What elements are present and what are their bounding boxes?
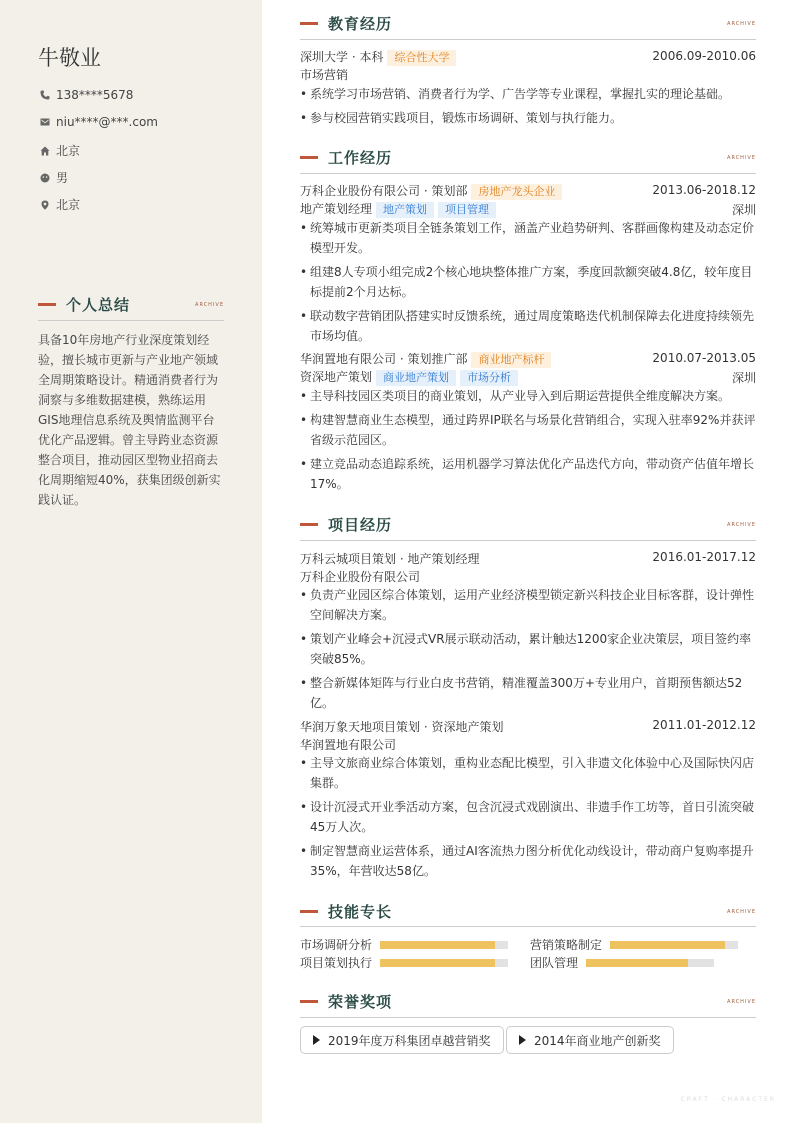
list-item: • 组建8人专项小组完成2个核心地块整体推广方案，季度回款额突破4.8亿，较年度目标提前2个月达标。 <box>300 262 756 302</box>
skill-item <box>530 936 738 953</box>
list-item: • 制定智慧商业运营体系，通过AI客流热力图分析优化动线设计，带动商户复购率提升35%，年营收达58亿。 <box>300 841 756 881</box>
contact-gender <box>38 169 68 186</box>
job-dates: 2013.06-2018.12 <box>652 183 756 197</box>
skill-item <box>300 936 508 953</box>
skill-tag: 市场分析 <box>460 370 518 386</box>
education-dates: 2006.09-2010.06 <box>652 49 756 63</box>
skill-bar <box>586 959 714 967</box>
email-icon <box>38 117 52 127</box>
skill-name: 市场调研分析 <box>300 938 373 952</box>
summary-tag: ARCHIVE <box>195 301 224 308</box>
skill-bar-fill <box>610 941 725 949</box>
summary-title: 个人总结 <box>66 296 131 314</box>
education-major: 市场营销 <box>300 68 349 82</box>
section-marker <box>300 1000 318 1003</box>
list-item: • 参与校园营销实践项目，锻炼市场调研、策划与执行能力。 <box>300 108 756 128</box>
divider <box>300 173 756 174</box>
list-item: • 策划产业峰会+沉浸式VR展示联动活动，累计触达1200家企业决策层，项目签约率突破85%。 <box>300 629 756 669</box>
project-org: 万科企业股份有限公司 <box>300 570 421 584</box>
skill-bar <box>610 941 738 949</box>
skill-item <box>530 954 714 971</box>
skills-title: 技能专长 <box>328 903 393 921</box>
list-item: • 主导文旅商业综合体策划，重构业态配比模型，引入非遗文化体验中心及国际快闪店集群。 <box>300 753 756 793</box>
play-icon <box>313 1035 320 1045</box>
job-company <box>300 182 562 200</box>
education-title: 教育经历 <box>328 15 393 33</box>
gender-text: 男 <box>56 171 69 185</box>
phone-icon <box>38 90 52 100</box>
skill-tag: 地产策划 <box>376 202 434 218</box>
section-marker <box>300 523 318 526</box>
phone-text: 138****5678 <box>56 88 134 102</box>
awards-tag: ARCHIVE <box>727 998 756 1005</box>
skill-name: 营销策略制定 <box>530 938 603 952</box>
list-item: • 主导科技园区类项目的商业策划，从产业导入到后期运营提供全维度解决方案。 <box>300 386 756 406</box>
work-title: 工作经历 <box>328 149 393 167</box>
job-city: 深圳 <box>731 203 756 217</box>
list-item: • 设计沉浸式开业季活动方案，包含沉浸式戏剧演出、非遗手作工坊等，首日引流突破45万人次。 <box>300 797 756 837</box>
job-company <box>300 350 551 368</box>
list-item: • 系统学习市场营销、消费者行为学、广告学等专业课程，掌握扎实的理论基础。 <box>300 84 756 104</box>
divider <box>300 1017 756 1018</box>
projects-title: 项目经历 <box>328 516 393 534</box>
award-item <box>300 1026 504 1054</box>
project-dates: 2016.01-2017.12 <box>652 550 756 564</box>
education-tag: ARCHIVE <box>727 20 756 27</box>
divider <box>300 926 756 927</box>
company-badge: 商业地产标杆 <box>471 352 551 368</box>
contact-email <box>38 115 158 129</box>
role-name: 资深地产策划 <box>300 370 373 384</box>
list-item: • 构建智慧商业生态模型，通过跨界IP联名与场景化营销组合，实现入驻率92%并获评省级示范园区。 <box>300 410 756 450</box>
job-dates: 2010.07-2013.05 <box>652 351 756 365</box>
list-item: • 负责产业园区综合体策划，运用产业经济模型锁定新兴科技企业目标客群，设计弹性空间解决方案。 <box>300 585 756 625</box>
project-org: 华润置地有限公司 <box>300 738 397 752</box>
section-marker <box>38 303 56 306</box>
job-city: 深圳 <box>731 371 756 385</box>
list-item: • 联动数字营销团队搭建实时反馈系统，通过周度策略迭代机制保障去化进度持续领先市场均值。 <box>300 306 756 346</box>
list-item: • 建立竞品动态追踪系统，运用机器学习算法优化产品迭代方向，带动资产估值年增长17%。 <box>300 454 756 494</box>
project-name: 万科云城项目策划 · 地产策划经理 <box>300 552 480 566</box>
section-marker <box>300 910 318 913</box>
location-pin-icon <box>38 200 52 210</box>
project-dates: 2011.01-2012.12 <box>652 718 756 732</box>
company-badge: 房地产龙头企业 <box>471 184 562 200</box>
skill-tag: 项目管理 <box>438 202 496 218</box>
skill-bar-fill <box>380 941 495 949</box>
list-item: • 统筹城市更新类项目全链条策划工作，涵盖产业趋势研判、客群画像构建及动态定价模型开发。 <box>300 218 756 258</box>
awards-title: 荣誉奖项 <box>328 993 393 1011</box>
education-school <box>300 48 456 66</box>
company-name: 万科企业股份有限公司 · 策划部 <box>300 184 468 198</box>
list-item: • 整合新媒体矩阵与行业白皮书营销，精准覆盖300万+专业用户，首期预售额达52亿。 <box>300 673 756 713</box>
watermark: CRAFT · CHARACTER <box>680 1096 776 1103</box>
section-marker <box>300 22 318 25</box>
project-name: 华润万象天地项目策划 · 资深地产策划 <box>300 720 504 734</box>
divider <box>300 540 756 541</box>
gender-icon <box>38 173 52 183</box>
skill-bar-fill <box>380 959 495 967</box>
skills-tag: ARCHIVE <box>727 908 756 915</box>
summary-header <box>38 294 224 315</box>
award-label: 2014年商业地产创新奖 <box>534 1033 661 1048</box>
location-text: 北京 <box>56 144 81 158</box>
education-header <box>300 13 756 34</box>
skills-header <box>300 901 756 922</box>
skill-bar <box>380 941 508 949</box>
contact-hometown <box>38 196 80 213</box>
skill-name: 项目策划执行 <box>300 956 373 970</box>
award-item <box>506 1026 674 1054</box>
summary-text: 具备10年房地产行业深度策划经验，擅长城市更新与产业地产领域全周期策略设计。精通消费者行为洞察与多维数据建模，熟练运用GIS地理信息系统及舆情监测平台优化产品逻辑。曾主导跨业态资源整合项目，推动园区型物业招商去化周期缩短40%，获集团级创新实践认证。 <box>38 333 221 507</box>
play-icon <box>519 1035 526 1045</box>
projects-tag: ARCHIVE <box>727 521 756 528</box>
work-header <box>300 147 756 168</box>
candidate-name: 牛敬业 <box>38 46 101 70</box>
divider <box>38 320 224 321</box>
hometown-text: 北京 <box>56 198 81 212</box>
skill-bar <box>380 959 508 967</box>
skill-item <box>300 954 508 971</box>
work-tag: ARCHIVE <box>727 154 756 161</box>
job-role <box>300 368 518 386</box>
job-role <box>300 200 496 218</box>
skill-bar-fill <box>586 959 688 967</box>
divider <box>300 39 756 40</box>
section-marker <box>300 156 318 159</box>
award-label: 2019年度万科集团卓越营销奖 <box>328 1033 491 1048</box>
projects-header <box>300 514 756 535</box>
skill-tag: 商业地产策划 <box>376 370 456 386</box>
company-name: 华润置地有限公司 · 策划推广部 <box>300 352 468 366</box>
skill-name: 团队管理 <box>530 956 579 970</box>
email-text: niu****@***.com <box>56 115 158 129</box>
contact-phone <box>38 88 133 102</box>
contact-location <box>38 142 80 159</box>
school-name: 深圳大学 · 本科 <box>300 50 384 64</box>
role-name: 地产策划经理 <box>300 202 373 216</box>
awards-header <box>300 991 756 1012</box>
home-icon <box>38 146 52 156</box>
school-badge: 综合性大学 <box>387 50 456 66</box>
